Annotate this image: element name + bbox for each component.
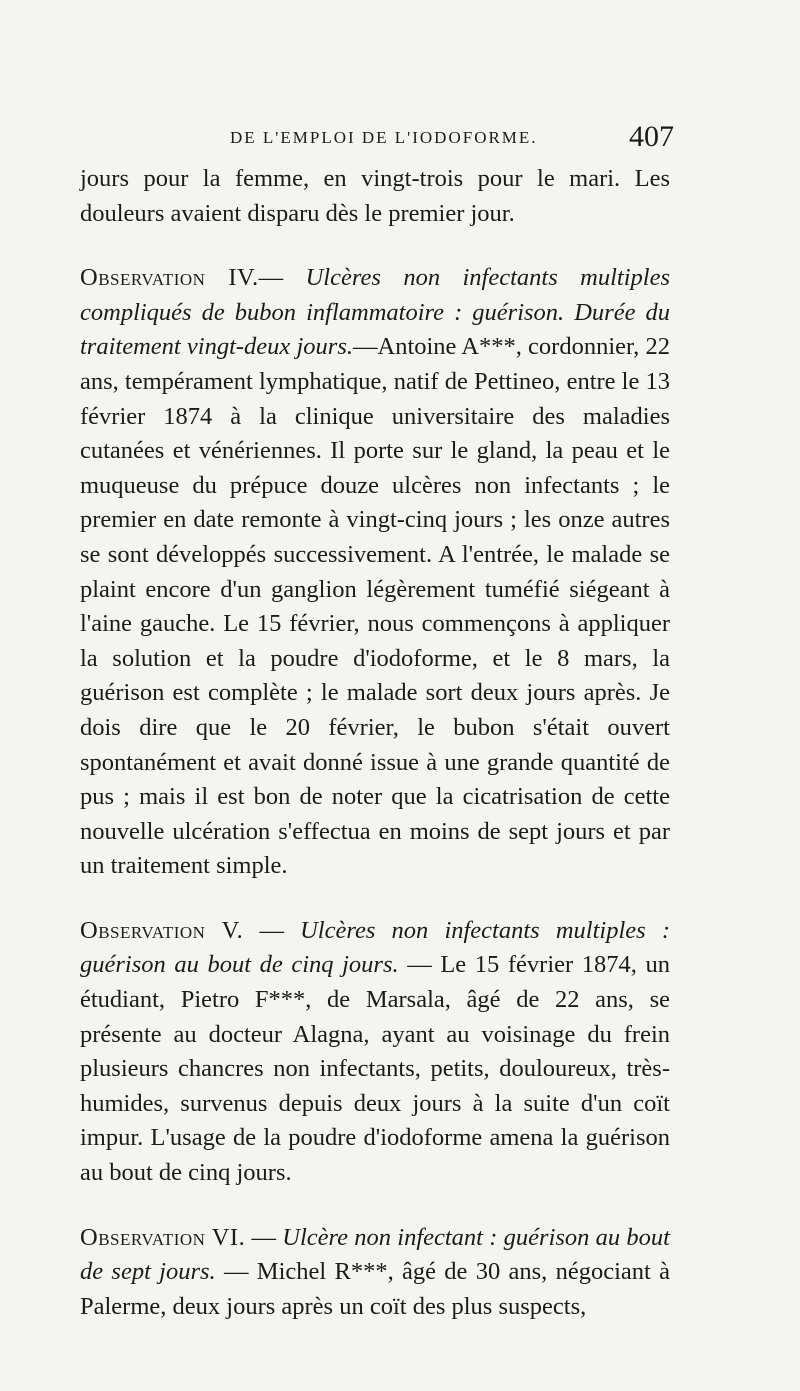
observation-separator: — xyxy=(258,264,306,292)
observation-label: Observation VI. xyxy=(80,1223,246,1251)
observation-separator: — xyxy=(243,916,301,944)
page-number: 407 xyxy=(629,120,674,153)
running-title: DE L'EMPLOI DE L'IODOFORME. xyxy=(230,128,538,147)
observation-separator: — xyxy=(245,1223,283,1251)
observation-body: —Antoine A***, cordonnier, 22 ans, tempérament lymphatique, natif de Pettineo, entre le 13 février 1874 à la clinique universitaire des maladies cutanées et vénériennes. Il porte sur le gland, la peau et le muqueuse du prépuce douze ulcères non infectants ; le premier en date remonte à vingt-cinq jours ; les onze autres se sont développés successivement. A l'entrée, le malade se plaint encore d'un ganglion légèrement tuméfié siégeant à l'aine gauche. Le 15 février, nous commençons à appliquer la solution et la poudre d'iodoforme, et le 8 mars, la guérison est complète ; le malade sort deux jours après. Je dois dire que le 20 février, le bubon s'était ouvert spontanément et avait donné issue à une grande quantité de pus ; mais il est bon de noter que la cicatrisation de cette nouvelle ulcération s'effectua en moins de sept jours et par un traitement simple. xyxy=(80,333,670,880)
observation-title: Ulcère non infectant : guérison au bout de sept jours. xyxy=(80,1223,670,1286)
observation-body: — Michel R***, âgé de 30 ans, négociant à Palerme, deux jours après un coït des plus suspects, xyxy=(80,1258,670,1320)
paragraph-text: jours pour la femme, en vingt-trois pour le mari. Les douleurs avaient disparu dès le premier jour. xyxy=(80,165,670,227)
observation-v xyxy=(80,914,670,1191)
observation-vi xyxy=(80,1221,670,1325)
observation-title: Ulcères non infectants multiples : guérison au bout de cinq jours. xyxy=(80,916,670,979)
observation-iv xyxy=(80,261,670,884)
book-page xyxy=(80,118,674,1324)
observation-label: Observation V. xyxy=(80,916,244,944)
paragraph-continuation xyxy=(80,162,670,231)
running-head xyxy=(80,118,674,162)
observation-label: Observation IV. xyxy=(80,264,259,292)
observation-body: — Le 15 février 1874, un étudiant, Pietro F***, de Marsala, âgé de 22 ans, se présente au docteur Alagna, ayant au voisinage du frein plusieurs chancres non infectants, petits, douloureux, très-humides, survenus depuis deux jours à la suite d'un coït impur. L'usage de la poudre d'iodoforme amena la guérison au bout de cinq jours. xyxy=(80,951,670,1187)
observation-title: Ulcères non infectants multiples compliqués de bubon inflammatoire : guérison. Durée du traitement vingt-deux jours. xyxy=(80,264,671,361)
